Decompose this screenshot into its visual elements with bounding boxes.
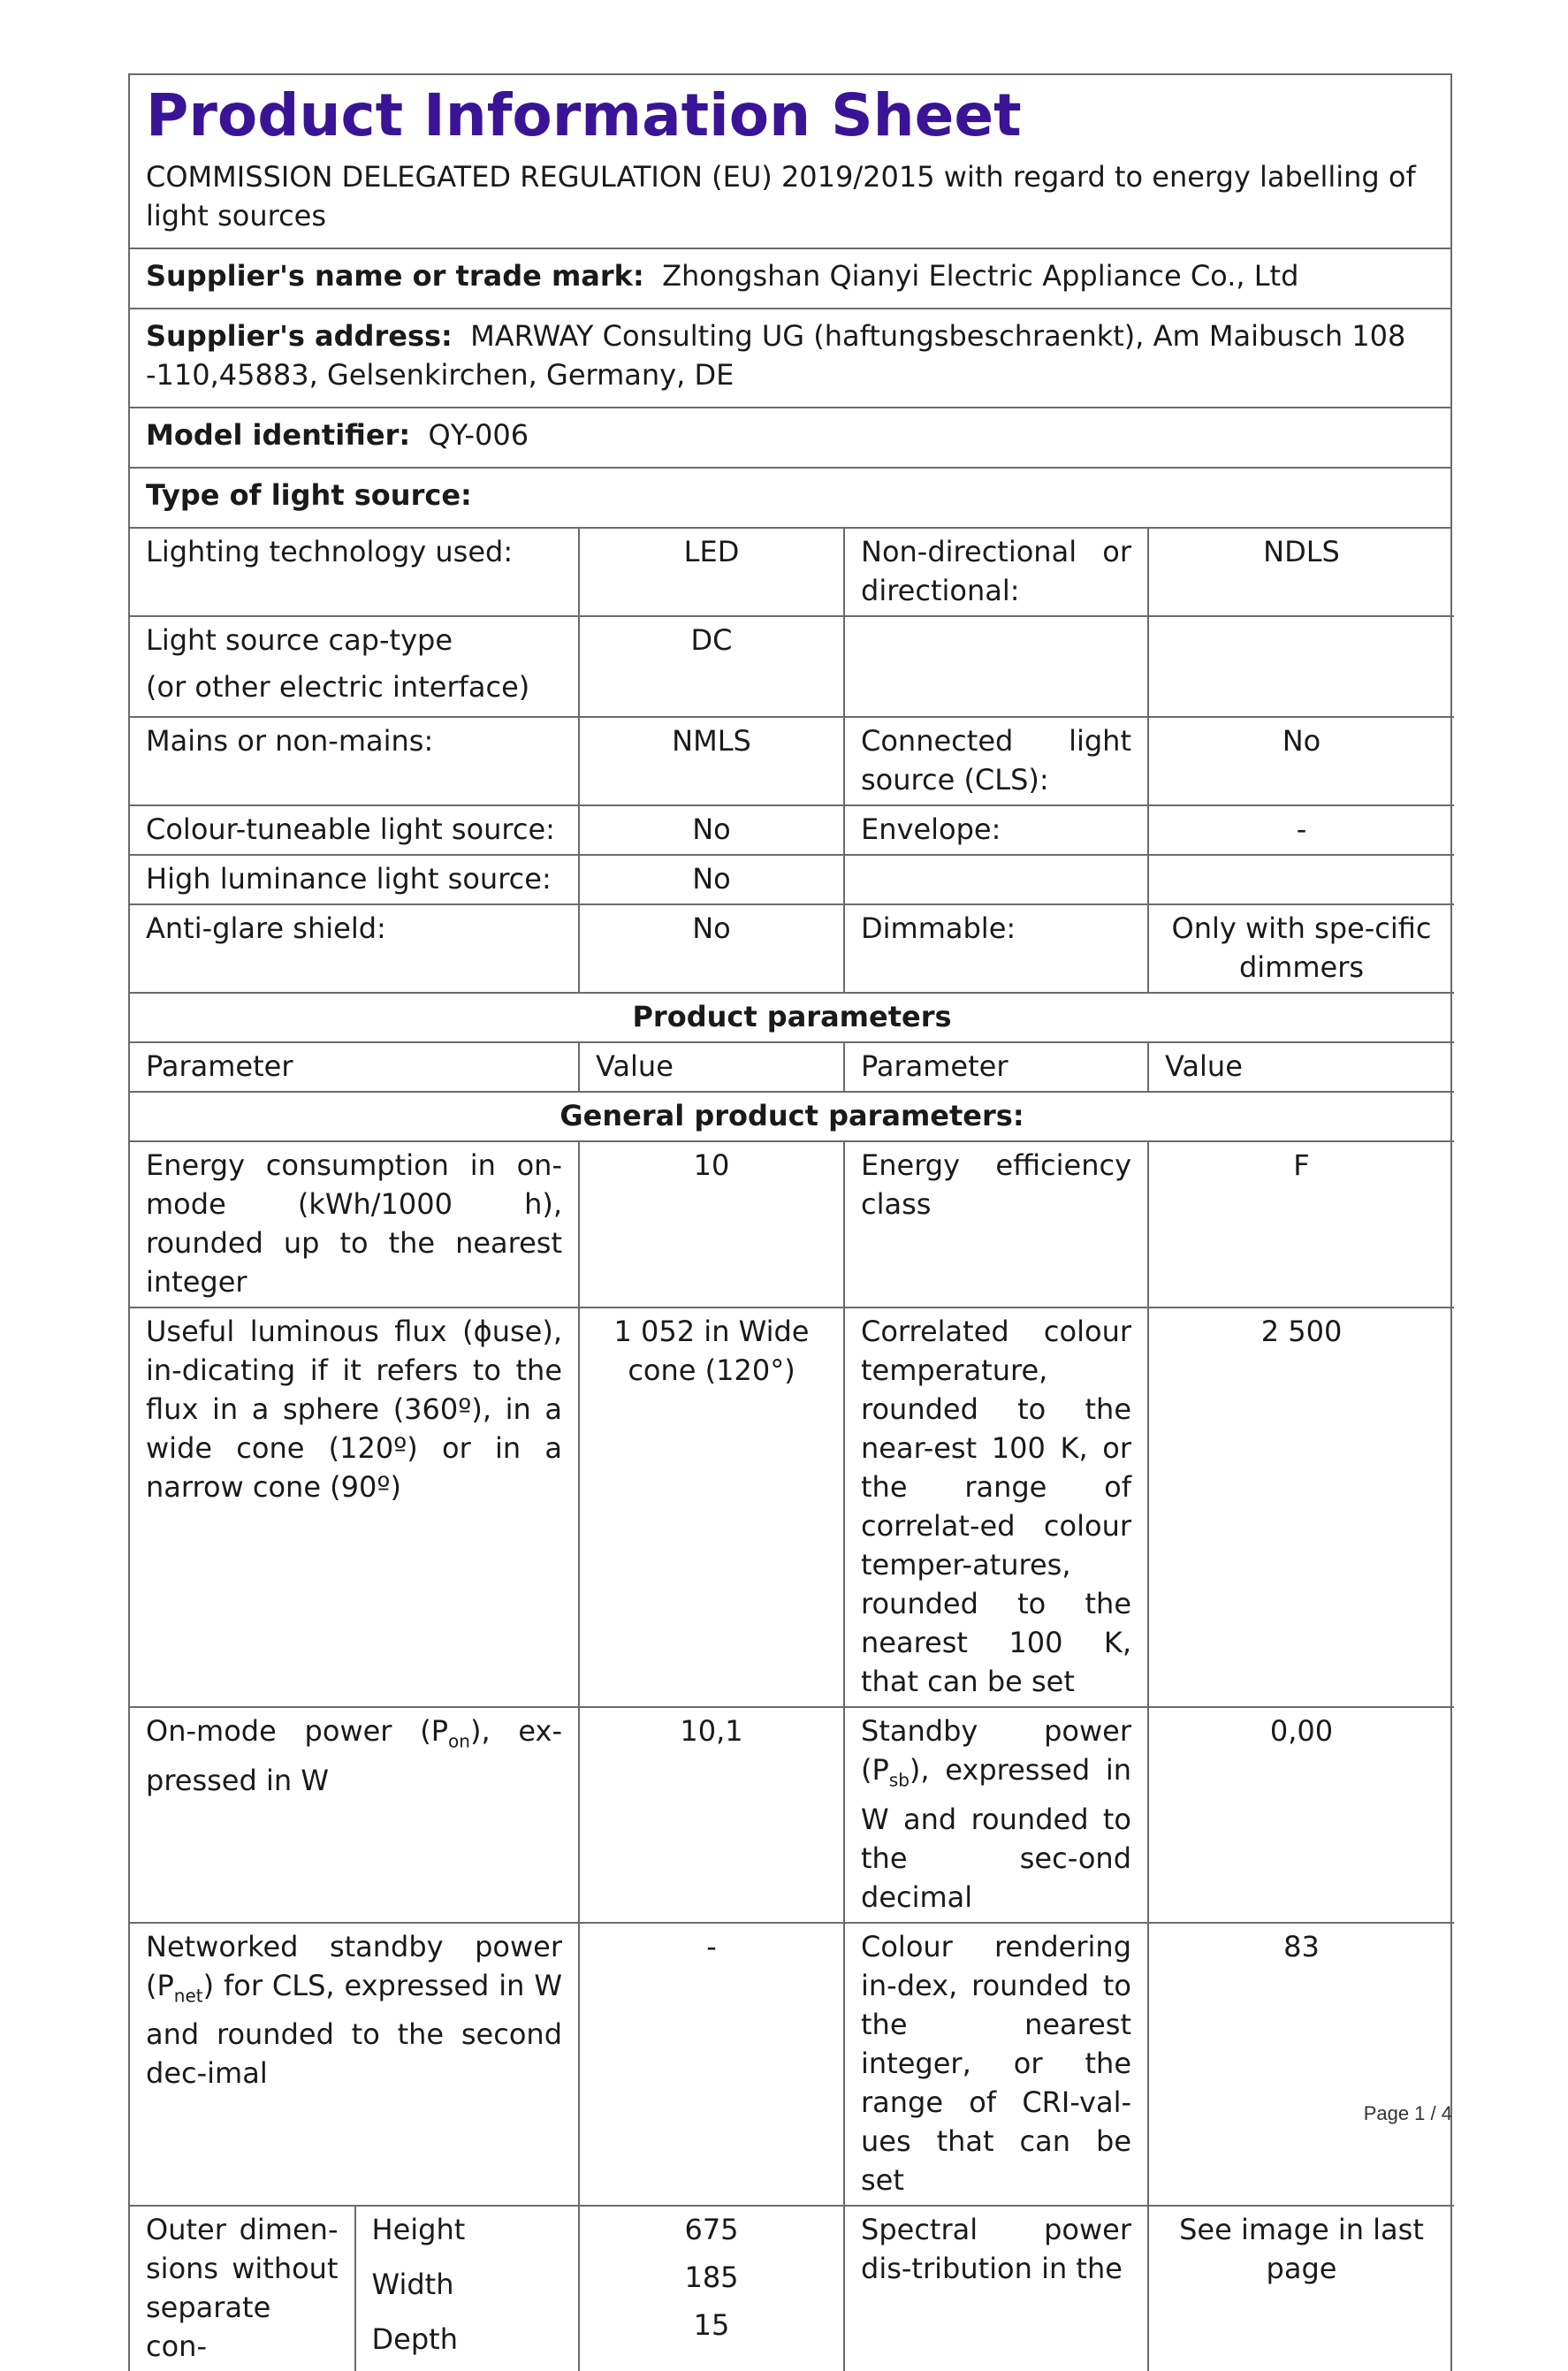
table-row bbox=[130, 616, 1454, 717]
dimensions-label: Outer dimen-sions without separate con- bbox=[130, 2207, 355, 2371]
column-header-value: Value bbox=[1148, 1042, 1454, 1092]
param-value: See image in last page bbox=[1179, 2212, 1424, 2285]
param-label bbox=[844, 616, 1148, 717]
column-header-parameter: Parameter bbox=[130, 1042, 579, 1092]
param-label: Non-directional or directional: bbox=[844, 529, 1148, 616]
label-subscript: on bbox=[448, 1730, 470, 1752]
param-value: 10,1 bbox=[579, 1707, 844, 1922]
param-value: 10 bbox=[579, 1141, 844, 1307]
param-label: Colour rendering in-dex, rounded to the nearest integer, or the range of CRI-val-ues that can be set bbox=[844, 1923, 1148, 2206]
param-value: 2 500 bbox=[1148, 1307, 1454, 1707]
param-label: Anti-glare shield: bbox=[130, 904, 579, 993]
label-text: On-mode power (P bbox=[146, 1714, 449, 1749]
label-subscript: net bbox=[173, 1984, 203, 2006]
type-of-light-source-heading: Type of light source: bbox=[146, 478, 472, 513]
model-identifier-label: Model identifier: bbox=[146, 418, 411, 453]
dimensions-row bbox=[130, 2206, 1454, 2371]
type-heading-row bbox=[130, 469, 1450, 529]
param-label: Energy consumption in on-mode (kWh/1000 h), rounded up to the nearest integer bbox=[130, 1141, 579, 1307]
param-label: Mains or non-mains: bbox=[130, 717, 579, 805]
param-value: Only with spe-cific dimmers bbox=[1148, 904, 1454, 993]
depth-value: 15 bbox=[693, 2307, 730, 2342]
height-value: 675 bbox=[684, 2212, 739, 2246]
param-label: Useful luminous flux (ϕuse), in-dicating if it refers to the flux in a sphere (360º), in a wide cone (120º) or in a narrow cone (90º) bbox=[130, 1307, 579, 1707]
table-row bbox=[580, 2302, 843, 2350]
table-row bbox=[130, 805, 1454, 855]
param-value: LED bbox=[579, 529, 844, 616]
param-value: DC bbox=[579, 616, 844, 717]
cap-type-label: Light source cap-type bbox=[146, 623, 453, 658]
param-label: Connected light source (CLS): bbox=[844, 717, 1148, 805]
table-row bbox=[130, 855, 1454, 904]
product-information-sheet bbox=[128, 73, 1452, 2371]
dimensions-values-cell bbox=[579, 2206, 844, 2371]
param-value: 0,00 bbox=[1148, 1707, 1454, 1922]
product-parameters-heading: Product parameters bbox=[130, 993, 1454, 1042]
param-label: Lighting technology used: bbox=[130, 529, 579, 616]
param-label: High luminance light source: bbox=[130, 855, 579, 904]
dimensions-cell bbox=[130, 2206, 579, 2371]
param-label bbox=[844, 1707, 1148, 1922]
general-parameters-heading: General product parameters: bbox=[130, 1092, 1454, 1141]
table-row bbox=[130, 904, 1454, 993]
column-header-value: Value bbox=[579, 1042, 844, 1092]
table-row bbox=[130, 993, 1454, 1042]
label-text: Standby power (P bbox=[861, 1714, 1131, 1788]
table-header-row bbox=[130, 1042, 1454, 1092]
width-value: 185 bbox=[684, 2260, 739, 2294]
table-row bbox=[130, 2207, 578, 2261]
param-value: No bbox=[1148, 717, 1454, 805]
param-label bbox=[130, 616, 579, 717]
model-identifier-row bbox=[130, 408, 1450, 469]
param-value: 1 052 in Wide cone (120°) bbox=[579, 1307, 844, 1707]
param-label: Spectral power dis-tribution in the bbox=[844, 2206, 1148, 2371]
param-value: NMLS bbox=[579, 717, 844, 805]
param-value: No bbox=[579, 805, 844, 855]
param-label bbox=[130, 1923, 579, 2206]
label-text: Networked standby power (P bbox=[146, 1929, 562, 2002]
header-block bbox=[130, 80, 1450, 249]
table-row bbox=[130, 1141, 1454, 1307]
supplier-address-value: MARWAY Consulting UG (haftungsbeschraenkt), Am Maibusch 108 -110,45883, Gelsenkirchen, Germany, DE bbox=[146, 319, 1406, 393]
supplier-name-value: Zhongshan Qianyi Electric Appliance Co., Ltd bbox=[662, 259, 1299, 294]
table-row bbox=[130, 1092, 1454, 1141]
width-label: Width bbox=[371, 2267, 454, 2301]
param-value: No bbox=[579, 855, 844, 904]
dimensions-values-subtable bbox=[580, 2207, 843, 2350]
table-row bbox=[580, 2207, 843, 2254]
model-identifier-value: QY-006 bbox=[428, 418, 529, 453]
param-label bbox=[130, 1707, 579, 1922]
page-title: Product Information Sheet bbox=[146, 81, 1022, 149]
table-row bbox=[580, 2254, 843, 2302]
supplier-address-row bbox=[130, 309, 1450, 408]
table-row bbox=[130, 717, 1454, 805]
param-label: Envelope: bbox=[844, 805, 1148, 855]
param-label: Correlated colour temperature, rounded to the near-est 100 K, or the range of correlat-ed colour temper-atures, rounded to the nearest 100 K, that can be set bbox=[844, 1307, 1148, 1707]
table-row bbox=[130, 529, 1454, 616]
param-value: - bbox=[579, 1923, 844, 2206]
table-row bbox=[130, 1307, 1454, 1707]
param-label bbox=[844, 855, 1148, 904]
label-text: ) for CLS, expressed in W and rounded to the second dec-imal bbox=[146, 1968, 562, 2090]
label-subscript: sb bbox=[888, 1769, 910, 1791]
param-label: Dimmable: bbox=[844, 904, 1148, 993]
parameters-table bbox=[130, 529, 1454, 2370]
param-value bbox=[1148, 616, 1454, 717]
param-value: No bbox=[579, 904, 844, 993]
param-value: NDLS bbox=[1148, 529, 1454, 616]
column-header-parameter: Parameter bbox=[844, 1042, 1148, 1092]
param-label: Colour-tuneable light source: bbox=[130, 805, 579, 855]
param-value: 83 bbox=[1148, 1923, 1454, 2206]
label-text: ), ex-pressed in W bbox=[146, 1714, 563, 1797]
param-value: - bbox=[1148, 805, 1454, 855]
depth-label: Depth bbox=[371, 2321, 458, 2356]
supplier-name-label: Supplier's name or trade mark: bbox=[146, 259, 644, 294]
table-row bbox=[130, 1923, 1454, 2206]
cap-type-sublabel: (or other electric interface) bbox=[146, 670, 530, 705]
supplier-address-label: Supplier's address: bbox=[146, 319, 453, 354]
label-text: ), expressed in W and rounded to the sec-ond decimal bbox=[861, 1753, 1131, 1914]
height-label: Height bbox=[371, 2212, 466, 2246]
page-number: Page 1 / 4 bbox=[1363, 2102, 1452, 2124]
regulation-subtitle: COMMISSION DELEGATED REGULATION (EU) 2019/2015 with regard to energy labelling of light sources bbox=[146, 160, 1416, 233]
table-row bbox=[130, 1707, 1454, 1922]
param-label: Energy efficiency class bbox=[844, 1141, 1148, 1307]
param-value: F bbox=[1148, 1141, 1454, 1307]
dimensions-subtable bbox=[130, 2207, 578, 2371]
param-value bbox=[1148, 855, 1454, 904]
supplier-name-row bbox=[130, 249, 1450, 309]
